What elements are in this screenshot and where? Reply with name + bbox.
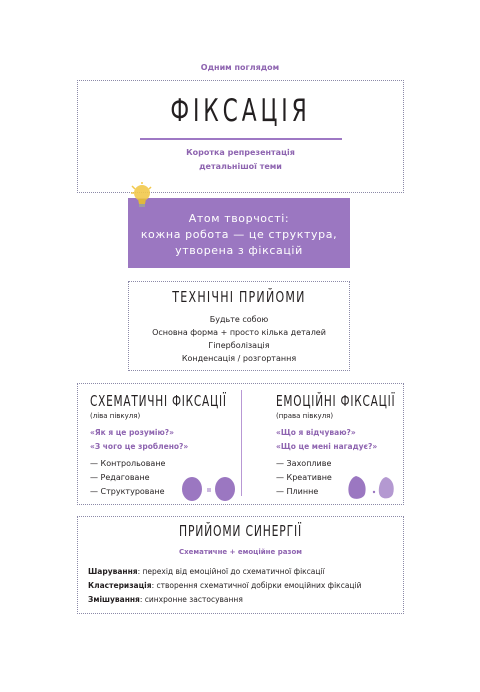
techniques-item: Гіперболізація	[208, 341, 270, 350]
synergy-item	[88, 579, 361, 593]
schematic-item: — Структуроване	[90, 487, 165, 496]
synergy-subtitle: Схематичне + емоційне разом	[178, 548, 303, 556]
synergy-desc: : синхронне застосування	[139, 595, 243, 604]
synergy-term: Змішування	[88, 595, 140, 604]
emotional-subtitle: (права півкуля)	[276, 412, 334, 420]
synergy-item	[88, 565, 361, 579]
emotional-question: «Що я відчуваю?»	[276, 428, 356, 437]
techniques-box	[128, 281, 350, 371]
schematic-title: СХЕМАТИЧНІ ФІКСАЦІЇ	[90, 392, 227, 410]
lightbulb-icon	[129, 182, 153, 212]
synergy-term: Кластеризація	[88, 581, 152, 590]
schematic-subtitle: (ліва півкуля)	[90, 412, 141, 420]
page-section-label: Одним поглядом	[200, 63, 280, 72]
synergy-desc: : перехід від емоційної до схематичної фіксації	[137, 567, 325, 576]
schematic-item: — Редаговане	[90, 473, 150, 482]
techniques-list	[129, 313, 349, 365]
emotional-item: — Креативне	[276, 473, 332, 482]
emotional-title: ЕМОЦІЙНІ ФІКСАЦІЇ	[276, 392, 396, 410]
emotional-item: — Плинне	[276, 487, 319, 496]
title-box	[77, 80, 404, 193]
synergy-box	[77, 516, 404, 614]
pear-drawing-icon	[346, 472, 396, 502]
techniques-item: Основна форма + просто кілька деталей	[152, 328, 326, 337]
techniques-item: Конденсація / розгортання	[181, 354, 297, 363]
subtitle-line-2: детальнішої теми	[199, 162, 282, 171]
emotional-questions	[276, 426, 401, 454]
synergy-item	[88, 593, 361, 607]
fixation-types-box	[77, 383, 404, 505]
emotional-item: — Захопливе	[276, 459, 332, 468]
emotional-question: «Що це мені нагадує?»	[276, 442, 378, 451]
schematic-question: «Як я це розумію?»	[90, 428, 174, 437]
techniques-item: Будьте собою	[209, 315, 269, 324]
title-underline	[140, 138, 342, 140]
subtitle-line-1: Коротка репрезентація	[186, 148, 295, 157]
atom-line-2: кожна робота — це структура,	[140, 228, 338, 241]
synergy-desc: : створення схематичної добірки емоційних фіксацій	[151, 581, 362, 590]
synergy-title: ПРИЙОМИ СИНЕРГІЇ	[179, 522, 302, 540]
techniques-title: ТЕХНІЧНІ ПРИЙОМИ	[172, 288, 306, 306]
synergy-list	[88, 565, 361, 607]
atom-line-3: утворена з фіксацій	[175, 244, 303, 257]
column-divider	[241, 390, 242, 496]
atom-callout-text	[128, 211, 350, 259]
main-title: ФІКСАЦІЯ	[170, 93, 311, 129]
synergy-term: Шарування	[88, 567, 138, 576]
atom-line-1: Атом творчості:	[188, 212, 290, 225]
schematic-questions	[90, 426, 240, 454]
atom-callout	[128, 198, 350, 268]
pear-drawing-icon	[180, 472, 236, 502]
schematic-question: «З чого це зроблено?»	[90, 442, 189, 451]
title-subtitle	[78, 146, 403, 174]
schematic-item: — Контрольоване	[90, 459, 166, 468]
